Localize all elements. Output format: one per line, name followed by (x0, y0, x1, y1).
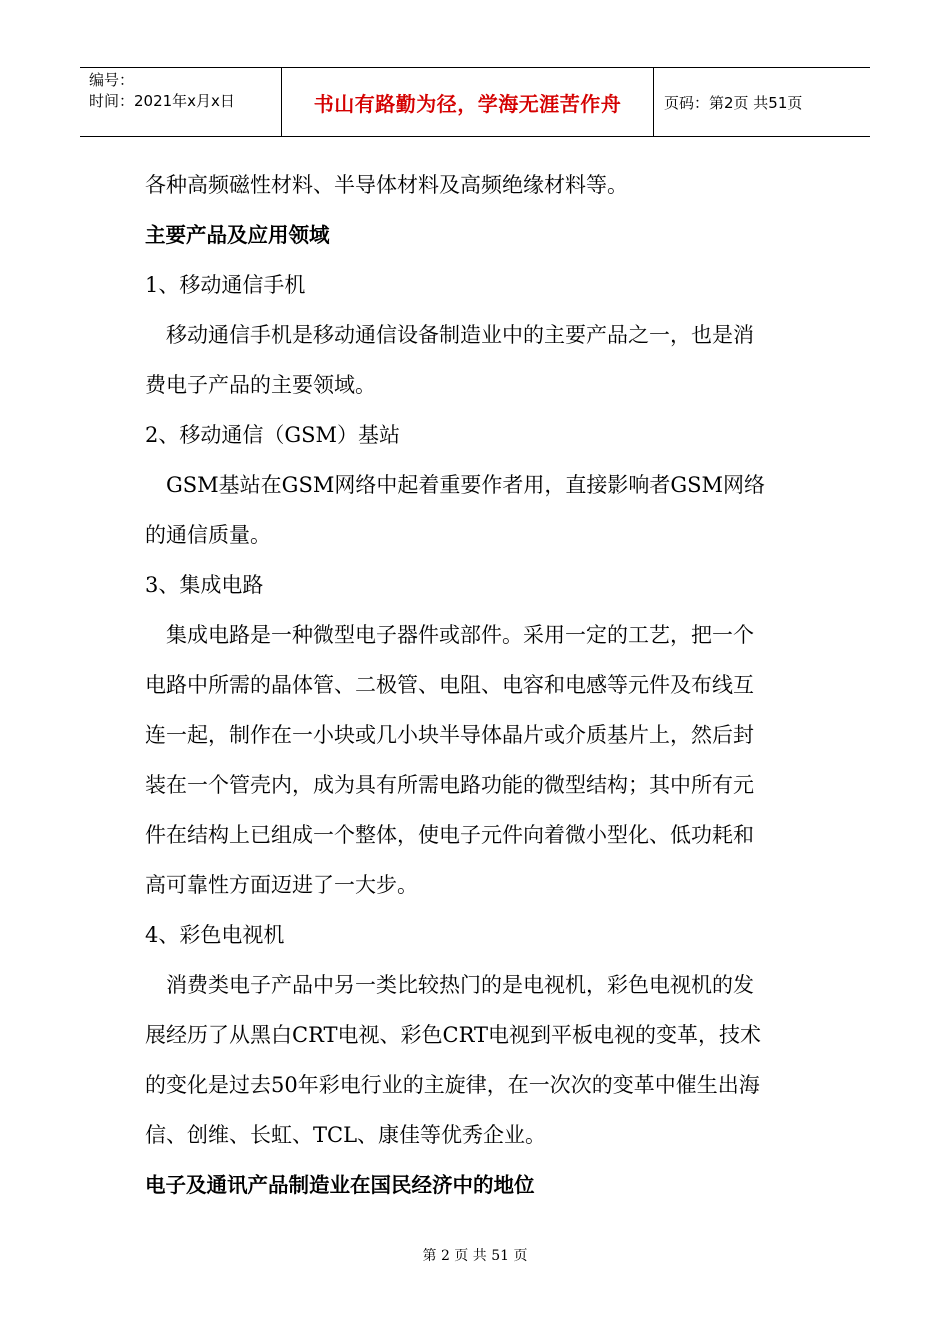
time-label: 时间：2021年x月x日 (89, 92, 235, 110)
header-motto-cell (282, 68, 654, 136)
text-line: 2、移动通信（GSM）基站 (145, 423, 401, 447)
page-header (80, 67, 870, 137)
section-heading: 主要产品及应用领域 (145, 223, 330, 247)
text-line: 移动通信手机是移动通信设备制造业中的主要产品之一，也是消 (166, 323, 754, 347)
text-line: 4、彩色电视机 (145, 923, 285, 947)
document-body (145, 160, 815, 1210)
footer-page-number: 第 2 页 共 51 页 (422, 1248, 528, 1264)
text-line: 3、集成电路 (145, 573, 264, 597)
text-line: 装在一个管壳内，成为具有所需电路功能的微型结构；其中所有元 (145, 773, 754, 797)
text-line: 高可靠性方面迈进了一大步。 (145, 873, 418, 897)
text-line: 集成电路是一种微型电子器件或部件。采用一定的工艺，把一个 (166, 623, 754, 647)
text-line: 展经历了从黑白CRT电视、彩色CRT电视到平板电视的变革，技术 (145, 1023, 762, 1047)
page-info: 页码：第2页 共51页 (664, 93, 803, 112)
text-line: 费电子产品的主要领域。 (145, 373, 376, 397)
text-line: 各种高频磁性材料、半导体材料及高频绝缘材料等。 (145, 173, 628, 197)
text-line: GSM基站在GSM网络中起着重要作者用，直接影响者GSM网络 (166, 473, 765, 497)
text-line: 的变化是过去50年彩电行业的主旋律，在一次次的变革中催生出海 (145, 1073, 760, 1097)
text-line: 消费类电子产品中另一类比较热门的是电视机，彩色电视机的发 (166, 973, 754, 997)
text-line: 件在结构上已组成一个整体，使电子元件向着微小型化、低功耗和 (145, 823, 754, 847)
header-page-cell (654, 68, 870, 136)
text-line: 电路中所需的晶体管、二极管、电阻、电容和电感等元件及布线互 (145, 673, 754, 697)
section-heading: 电子及通讯产品制造业在国民经济中的地位 (145, 1173, 535, 1197)
text-line: 的通信质量。 (145, 523, 271, 547)
page-footer (0, 1245, 950, 1265)
text-line: 信、创维、长虹、TCL、康佳等优秀企业。 (145, 1123, 547, 1147)
number-label: 编号： (89, 71, 135, 89)
motto-text: 书山有路勤为径，学海无涯苦作舟 (313, 91, 622, 116)
text-line: 连一起，制作在一小块或几小块半导体晶片或介质基片上，然后封 (145, 723, 754, 747)
header-meta (80, 68, 282, 136)
text-line: 1、移动通信手机 (145, 273, 306, 297)
